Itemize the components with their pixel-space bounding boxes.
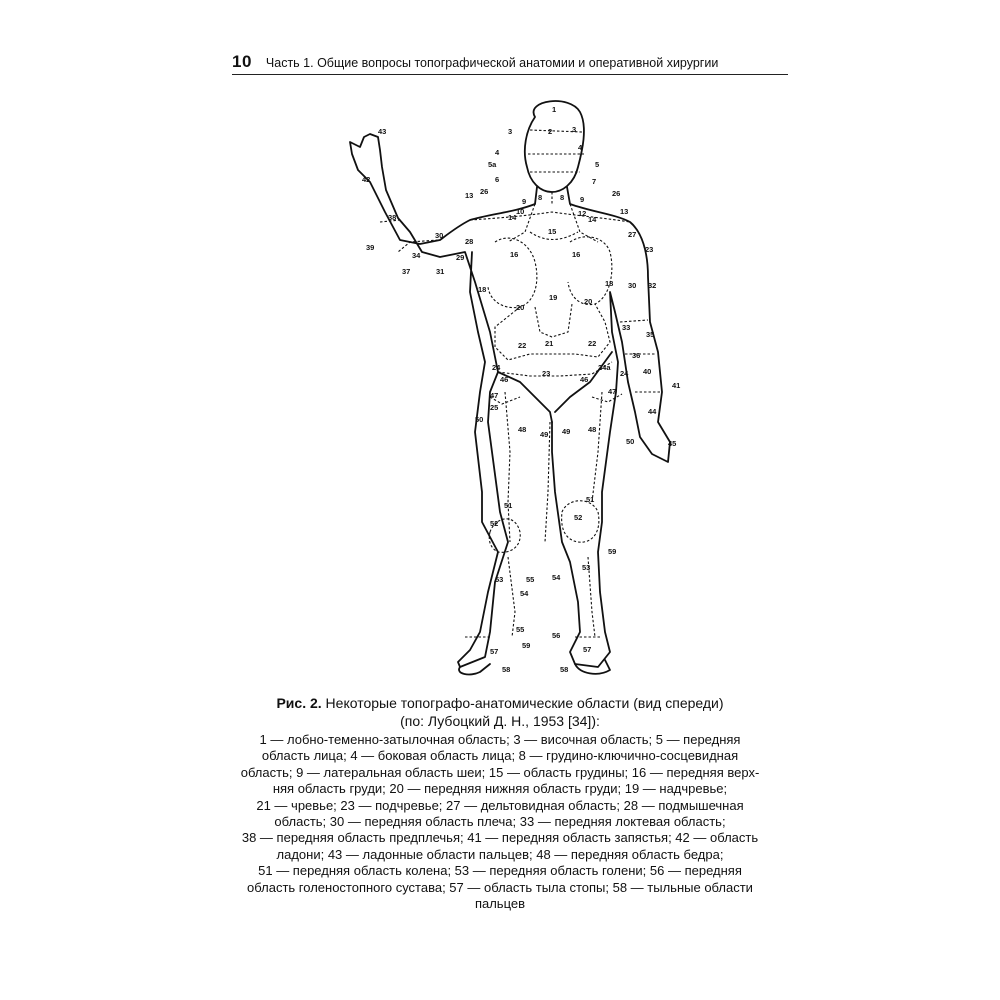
svg-text:47: 47 bbox=[490, 391, 499, 400]
svg-text:20: 20 bbox=[516, 303, 525, 312]
svg-text:26: 26 bbox=[480, 187, 489, 196]
svg-text:49: 49 bbox=[540, 430, 549, 439]
svg-text:9: 9 bbox=[522, 197, 527, 206]
svg-text:13: 13 bbox=[620, 207, 629, 216]
caption-source: (по: Лубоцкий Д. Н., 1953 [34]): bbox=[400, 713, 600, 729]
svg-text:31: 31 bbox=[436, 267, 445, 276]
svg-text:54: 54 bbox=[520, 589, 529, 598]
svg-text:55: 55 bbox=[526, 575, 535, 584]
svg-text:46: 46 bbox=[580, 375, 589, 384]
svg-text:3: 3 bbox=[508, 127, 513, 136]
legend-line: область лица; 4 — боковая область лица; 8 — грудино-ключично-сосцевидная bbox=[261, 748, 739, 764]
svg-text:6: 6 bbox=[495, 175, 500, 184]
svg-text:21: 21 bbox=[545, 339, 554, 348]
svg-text:4: 4 bbox=[495, 148, 500, 157]
svg-text:56: 56 bbox=[552, 631, 561, 640]
svg-text:50: 50 bbox=[626, 437, 635, 446]
svg-text:55: 55 bbox=[516, 625, 525, 634]
svg-text:7: 7 bbox=[592, 177, 597, 186]
svg-text:43: 43 bbox=[378, 127, 387, 136]
legend-line: область; 9 — латеральная область шеи; 15 — область грудины; 16 — передняя верх- bbox=[240, 764, 760, 780]
svg-text:39: 39 bbox=[366, 243, 375, 252]
svg-text:24: 24 bbox=[620, 369, 629, 378]
running-header bbox=[232, 52, 788, 75]
svg-text:58: 58 bbox=[502, 665, 511, 674]
svg-text:16: 16 bbox=[510, 250, 519, 259]
svg-text:10: 10 bbox=[516, 207, 525, 216]
svg-text:24: 24 bbox=[492, 363, 501, 372]
svg-text:52: 52 bbox=[490, 519, 499, 528]
svg-text:52: 52 bbox=[574, 513, 583, 522]
svg-text:14: 14 bbox=[588, 215, 597, 224]
svg-text:12: 12 bbox=[578, 209, 587, 218]
svg-text:26: 26 bbox=[612, 189, 621, 198]
svg-text:18: 18 bbox=[605, 279, 614, 288]
caption-title: Некоторые топографо-анатомические области (вид спереди) bbox=[325, 695, 724, 711]
svg-text:45: 45 bbox=[668, 439, 677, 448]
svg-text:5а: 5а bbox=[488, 160, 497, 169]
svg-text:22: 22 bbox=[588, 339, 597, 348]
legend-line: 21 — чревье; 23 — подчревье; 27 — дельтовидная область; 28 — подмышечная bbox=[256, 797, 744, 813]
svg-text:25: 25 bbox=[490, 403, 499, 412]
svg-text:33: 33 bbox=[622, 323, 631, 332]
svg-text:22: 22 bbox=[518, 341, 527, 350]
svg-text:37: 37 bbox=[402, 267, 411, 276]
svg-text:19: 19 bbox=[549, 293, 558, 302]
svg-text:58: 58 bbox=[560, 665, 569, 674]
svg-text:38: 38 bbox=[388, 213, 397, 222]
svg-text:9: 9 bbox=[580, 195, 585, 204]
figure-caption bbox=[200, 694, 800, 730]
anatomy-figure bbox=[330, 92, 690, 682]
svg-text:5: 5 bbox=[595, 160, 600, 169]
svg-text:40: 40 bbox=[643, 367, 652, 376]
svg-text:28: 28 bbox=[465, 237, 474, 246]
svg-text:8: 8 bbox=[560, 193, 565, 202]
svg-text:46: 46 bbox=[500, 375, 509, 384]
svg-text:51: 51 bbox=[504, 501, 513, 510]
svg-text:57: 57 bbox=[490, 647, 499, 656]
legend-line: 38 — передняя область предплечья; 41 — передняя область запястья; 42 — область bbox=[241, 830, 759, 846]
svg-text:1: 1 bbox=[552, 105, 557, 114]
svg-text:3: 3 bbox=[572, 125, 577, 134]
svg-text:18: 18 bbox=[478, 285, 487, 294]
svg-text:54: 54 bbox=[552, 573, 561, 582]
svg-text:53: 53 bbox=[495, 575, 504, 584]
figure-legend bbox=[222, 732, 778, 912]
svg-text:36: 36 bbox=[632, 351, 641, 360]
legend-line: область; 30 — передняя область плеча; 33 — передняя локтевая область; bbox=[274, 814, 726, 830]
svg-text:16: 16 bbox=[572, 250, 581, 259]
svg-text:32: 32 bbox=[648, 281, 657, 290]
svg-text:13: 13 bbox=[465, 191, 474, 200]
svg-text:47: 47 bbox=[608, 387, 617, 396]
svg-text:15: 15 bbox=[548, 227, 557, 236]
svg-text:2: 2 bbox=[548, 127, 553, 136]
body-regions-diagram bbox=[330, 92, 690, 682]
svg-text:20: 20 bbox=[584, 297, 593, 306]
svg-text:44: 44 bbox=[648, 407, 657, 416]
running-head-title: Часть 1. Общие вопросы топографической анатомии и оперативной хирургии bbox=[265, 56, 719, 70]
body-outline bbox=[350, 101, 670, 674]
legend-line: 1 — лобно-теменно-затылочная область; 3 — височная область; 5 — передняя bbox=[259, 732, 741, 747]
svg-text:4: 4 bbox=[578, 143, 583, 152]
svg-text:14: 14 bbox=[508, 213, 517, 222]
caption-label: Рис. 2. bbox=[276, 695, 322, 711]
svg-text:41: 41 bbox=[672, 381, 681, 390]
svg-text:30: 30 bbox=[628, 281, 637, 290]
svg-text:34: 34 bbox=[412, 251, 421, 260]
svg-text:51: 51 bbox=[586, 495, 595, 504]
legend-line: ладони; 43 — ладонные области пальцев; 48 — передняя область бедра; bbox=[276, 846, 724, 862]
svg-text:8: 8 bbox=[538, 193, 543, 202]
svg-text:27: 27 bbox=[628, 230, 637, 239]
svg-text:48: 48 bbox=[518, 425, 527, 434]
svg-text:59: 59 bbox=[522, 641, 531, 650]
svg-text:50: 50 bbox=[475, 415, 484, 424]
svg-text:30: 30 bbox=[435, 231, 444, 240]
svg-text:48: 48 bbox=[588, 425, 597, 434]
svg-text:49: 49 bbox=[562, 427, 571, 436]
legend-line: область голеностопного сустава; 57 — область тыла стопы; 58 — тыльные области bbox=[247, 879, 753, 895]
page-number: 10 bbox=[232, 52, 252, 71]
legend-line: пальцев bbox=[474, 896, 526, 912]
svg-text:42: 42 bbox=[362, 175, 371, 184]
svg-text:23: 23 bbox=[645, 245, 654, 254]
legend-line: 51 — передняя область колена; 53 — передняя область голени; 56 — передняя bbox=[258, 863, 742, 879]
svg-text:29: 29 bbox=[456, 253, 465, 262]
svg-text:59: 59 bbox=[608, 547, 617, 556]
svg-text:35: 35 bbox=[646, 330, 655, 339]
svg-text:53: 53 bbox=[582, 563, 591, 572]
region-number-labels bbox=[362, 105, 680, 674]
svg-text:57: 57 bbox=[583, 645, 592, 654]
svg-text:23: 23 bbox=[542, 369, 551, 378]
svg-text:24а: 24а bbox=[598, 363, 611, 372]
legend-line: няя область груди; 20 — передняя нижняя область груди; 19 — надчревье; bbox=[272, 781, 728, 797]
